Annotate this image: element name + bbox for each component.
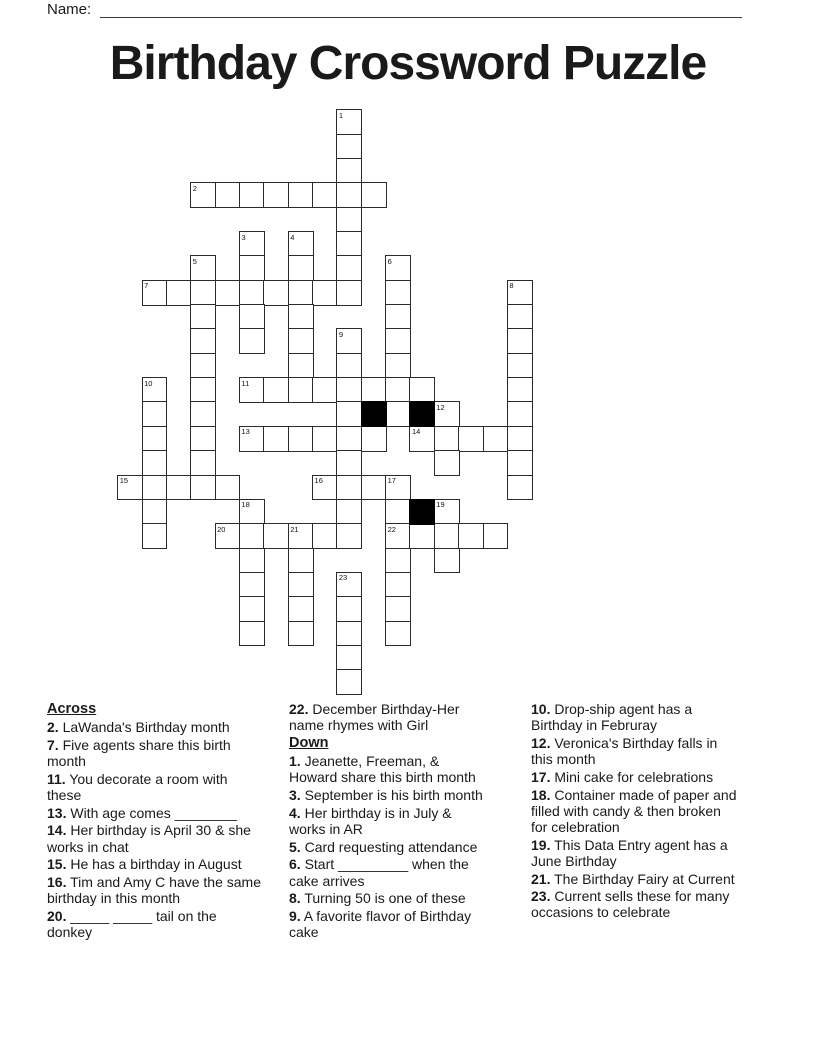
cell-number-6: 6 <box>387 256 392 266</box>
clue-number: 4. <box>289 804 301 821</box>
grid-cell-6-11[interactable] <box>385 255 411 281</box>
grid-cell-18-11[interactable] <box>385 548 411 574</box>
grid-cell-12-11[interactable] <box>385 401 411 427</box>
clue-13: 13. With age comes ________ <box>47 804 237 821</box>
black-cell-12-10 <box>361 401 387 427</box>
clue-column-3 <box>531 701 739 922</box>
cell-number-19: 19 <box>436 500 445 510</box>
grid-cell-7-2[interactable] <box>166 280 192 306</box>
grid-cell-3-5[interactable] <box>239 182 265 208</box>
grid-cell-11-10[interactable] <box>361 377 387 403</box>
grid-cell-9-5[interactable] <box>239 328 265 354</box>
grid-cell-6-3[interactable] <box>190 255 216 281</box>
grid-cell-17-12[interactable] <box>409 523 435 549</box>
grid-cell-12-9[interactable] <box>336 401 362 427</box>
grid-cell-6-9[interactable] <box>336 255 362 281</box>
grid-cell-18-5[interactable] <box>239 548 265 574</box>
clue-8: 8. Turning 50 is one of these <box>289 890 466 907</box>
clue-number: 16. <box>47 874 67 891</box>
grid-cell-17-1[interactable] <box>142 523 168 549</box>
cell-number-1: 1 <box>338 110 344 120</box>
grid-cell-9-16[interactable] <box>507 328 533 354</box>
clue-16: 16. Tim and Amy C have the same birthday in this month <box>47 874 261 907</box>
grid-cell-7-3[interactable] <box>190 280 216 306</box>
grid-cell-8-5[interactable] <box>239 304 265 330</box>
grid-cell-9-7[interactable] <box>288 328 314 354</box>
cell-number-22: 22 <box>387 524 396 534</box>
grid-cell-14-9[interactable] <box>336 450 362 476</box>
cell-number-3: 3 <box>241 232 246 242</box>
clue-number: 6. <box>289 856 301 873</box>
clue-number: 15. <box>47 856 67 873</box>
clue-number: 18. <box>531 786 551 803</box>
clue-18: 18. Container made of paper and filled with candy & then broken for celebration <box>531 786 737 835</box>
grid-cell-13-16[interactable] <box>507 426 533 452</box>
down-header: Down <box>289 734 329 751</box>
grid-cell-18-13[interactable] <box>434 548 460 574</box>
clue-1: 1. Jeanette, Freeman, & Howard share this birth month <box>289 753 476 786</box>
clue-2: 2. LaWanda's Birthday month <box>47 719 230 736</box>
grid-cell-17-5[interactable] <box>239 523 265 549</box>
grid-cell-20-5[interactable] <box>239 596 265 622</box>
clue-number: 21. <box>531 870 551 887</box>
grid-cell-19-5[interactable] <box>239 572 265 598</box>
grid-cell-17-15[interactable] <box>483 523 509 549</box>
across-header: Across <box>47 701 97 717</box>
grid-cell-7-4[interactable] <box>215 280 241 306</box>
clue-3: 3. September is his birth month <box>289 787 483 804</box>
grid-cell-17-11[interactable] <box>385 523 411 549</box>
cell-number-5: 5 <box>192 256 197 266</box>
grid-cell-19-11[interactable] <box>385 572 411 598</box>
grid-cell-15-2[interactable] <box>166 475 192 501</box>
clue-column-2 <box>289 701 488 942</box>
clue-6: 6. Start _________ when the cake arrives <box>289 856 469 889</box>
grid-cell-16-13[interactable] <box>434 499 460 525</box>
grid-cell-20-11[interactable] <box>385 596 411 622</box>
grid-cell-9-9[interactable] <box>336 328 362 354</box>
grid-cell-13-6[interactable] <box>263 426 289 452</box>
grid-cell-21-5[interactable] <box>239 621 265 647</box>
page-title: Birthday Crossword Puzzle <box>109 37 707 90</box>
cell-number-7: 7 <box>144 281 149 291</box>
grid-cell-13-9[interactable] <box>336 426 362 452</box>
grid-cell-17-6[interactable] <box>263 523 289 549</box>
clue-22: 22. December Birthday-Her name rhymes with Girl <box>289 701 460 734</box>
grid-cell-3-3[interactable] <box>190 182 216 208</box>
grid-cell-15-4[interactable] <box>215 475 241 501</box>
clue-number: 8. <box>289 890 301 907</box>
grid-cell-7-9[interactable] <box>336 280 362 306</box>
grid-cell-13-14[interactable] <box>458 426 484 452</box>
clue-number: 1. <box>289 753 301 770</box>
grid-cell-8-11[interactable] <box>385 304 411 330</box>
clue-12: 12. Veronica's Birthday falls in this month <box>531 734 718 768</box>
grid-cell-17-4[interactable] <box>215 523 241 549</box>
cell-number-9: 9 <box>338 329 344 339</box>
grid-cell-3-10[interactable] <box>361 182 387 208</box>
clue-14: 14. Her birthday is April 30 & she works in chat <box>47 822 251 855</box>
grid-cell-8-3[interactable] <box>190 304 216 330</box>
grid-cell-13-13[interactable] <box>434 426 460 452</box>
grid-cell-15-3[interactable] <box>190 475 216 501</box>
cell-number-16: 16 <box>314 476 323 485</box>
clue-number: 7. <box>47 736 59 753</box>
black-cell-16-12 <box>409 499 435 525</box>
grid-cell-13-5[interactable] <box>239 426 265 452</box>
clue-7: 7. Five agents share this birth month <box>47 736 231 770</box>
clue-4: 4. Her birthday is in July & works in AR <box>289 804 452 837</box>
grid-cell-17-14[interactable] <box>458 523 484 549</box>
grid-cell-11-8[interactable] <box>312 377 338 403</box>
cell-number-14: 14 <box>411 427 421 437</box>
clue-21: 21. The Birthday Fairy at Current <box>531 870 735 887</box>
grid-cell-1-9[interactable] <box>336 134 362 160</box>
grid-cell-7-6[interactable] <box>263 280 289 306</box>
clue-11: 11. You decorate a room with these <box>47 770 228 804</box>
grid-cell-14-16[interactable] <box>507 450 533 476</box>
grid-cell-19-9[interactable] <box>336 572 362 598</box>
grid-cell-13-12[interactable] <box>409 426 435 452</box>
grid-cell-13-8[interactable] <box>312 426 338 452</box>
grid-cell-11-11[interactable] <box>385 377 411 403</box>
grid-cell-16-9[interactable] <box>336 499 362 525</box>
grid-cell-15-16[interactable] <box>507 475 533 501</box>
black-cell-12-12 <box>409 401 435 427</box>
grid-cell-5-5[interactable] <box>239 231 265 257</box>
cell-number-18: 18 <box>241 500 250 510</box>
grid-cell-16-11[interactable] <box>385 499 411 525</box>
grid-cell-5-7[interactable] <box>288 231 314 257</box>
grid-cell-10-11[interactable] <box>385 353 411 379</box>
clue-number: 19. <box>531 836 551 853</box>
clue-number: 9. <box>289 907 301 924</box>
clue-number: 11. <box>47 770 66 787</box>
name-label: Name: <box>47 1 92 18</box>
grid-cell-15-0[interactable] <box>117 475 143 501</box>
grid-cell-21-9[interactable] <box>336 621 362 647</box>
grid-cell-12-13[interactable] <box>434 401 460 427</box>
grid-cell-7-11[interactable] <box>385 280 411 306</box>
clue-number: 12. <box>531 734 551 751</box>
clue-number: 2. <box>47 719 59 736</box>
cell-number-21: 21 <box>290 524 299 534</box>
clue-column-1 <box>47 701 263 942</box>
grid-cell-10-7[interactable] <box>288 353 314 379</box>
cell-number-10: 10 <box>144 378 153 388</box>
cell-number-4: 4 <box>290 232 295 242</box>
grid-cell-7-7[interactable] <box>288 280 314 306</box>
grid-cell-2-9[interactable] <box>336 158 362 184</box>
grid-cell-11-12[interactable] <box>409 377 435 403</box>
grid-cell-3-4[interactable] <box>215 182 241 208</box>
grid-cell-0-9[interactable] <box>336 109 362 135</box>
grid-cell-8-7[interactable] <box>288 304 314 330</box>
grid-cell-12-1[interactable] <box>142 401 168 427</box>
clue-19: 19. This Data Entry agent has a June Birthday <box>531 836 728 869</box>
grid-cell-3-9[interactable] <box>336 182 362 208</box>
clue-number: 22. <box>289 701 309 717</box>
cell-number-8: 8 <box>509 281 514 291</box>
grid-cell-12-16[interactable] <box>507 401 533 427</box>
grid-cell-11-16[interactable] <box>507 377 533 403</box>
grid-cell-3-8[interactable] <box>312 182 338 208</box>
grid-cell-11-6[interactable] <box>263 377 289 403</box>
grid-cell-11-1[interactable] <box>142 377 168 403</box>
grid-cell-11-3[interactable] <box>190 377 216 403</box>
clue-9: 9. A favorite flavor of Birthday cake <box>289 907 472 941</box>
grid-cell-18-7[interactable] <box>288 548 314 574</box>
grid-cell-15-1[interactable] <box>142 475 168 501</box>
grid-cell-6-7[interactable] <box>288 255 314 281</box>
clue-15: 15. He has a birthday in August <box>47 856 242 873</box>
grid-cell-13-1[interactable] <box>142 426 168 452</box>
grid-cell-3-6[interactable] <box>263 182 289 208</box>
grid-cell-15-9[interactable] <box>336 475 362 501</box>
cell-number-13: 13 <box>241 427 250 437</box>
grid-cell-20-7[interactable] <box>288 596 314 622</box>
grid-cell-8-16[interactable] <box>507 304 533 330</box>
clue-number: 5. <box>289 838 301 855</box>
grid-cell-13-3[interactable] <box>190 426 216 452</box>
grid-cell-5-9[interactable] <box>336 231 362 257</box>
grid-cell-11-9[interactable] <box>336 377 362 403</box>
grid-cell-13-10[interactable] <box>361 426 387 452</box>
grid-cell-7-1[interactable] <box>142 280 168 306</box>
clue-number: 10. <box>531 701 551 717</box>
grid-cell-13-7[interactable] <box>288 426 314 452</box>
grid-cell-17-7[interactable] <box>288 523 314 549</box>
grid-cell-9-3[interactable] <box>190 328 216 354</box>
grid-cell-7-16[interactable] <box>507 280 533 306</box>
grid-cell-19-7[interactable] <box>288 572 314 598</box>
clue-17: 17. Mini cake for celebrations <box>531 768 714 785</box>
clue-number: 14. <box>47 822 67 839</box>
clue-20: 20. _____ _____ tail on the donkey <box>47 907 217 941</box>
clue-number: 23. <box>531 888 551 905</box>
grid-cell-10-9[interactable] <box>336 353 362 379</box>
clue-23: 23. Current sells these for many occasions to celebrate <box>531 888 730 921</box>
grid-cell-15-8[interactable] <box>312 475 338 501</box>
grid-cell-16-5[interactable] <box>239 499 265 525</box>
cell-number-20: 20 <box>217 524 226 534</box>
grid-cell-14-13[interactable] <box>434 450 460 476</box>
cell-number-12: 12 <box>436 402 445 412</box>
grid-cell-17-8[interactable] <box>312 523 338 549</box>
grid-cell-21-7[interactable] <box>288 621 314 647</box>
grid-cell-22-9[interactable] <box>336 645 362 671</box>
grid-cell-7-5[interactable] <box>239 280 265 306</box>
grid-cell-23-9[interactable] <box>336 669 362 695</box>
clue-10: 10. Drop-ship agent has a Birthday in Februray <box>531 701 693 734</box>
grid-cell-16-1[interactable] <box>142 499 168 525</box>
grid-cell-12-3[interactable] <box>190 401 216 427</box>
grid-cell-10-3[interactable] <box>190 353 216 379</box>
clue-number: 3. <box>289 787 301 804</box>
clue-number: 20. <box>47 907 67 924</box>
grid-cell-4-9[interactable] <box>336 207 362 233</box>
grid-cell-13-15[interactable] <box>483 426 509 452</box>
grid-cell-17-13[interactable] <box>434 523 460 549</box>
grid-cell-21-11[interactable] <box>385 621 411 647</box>
grid-cell-7-8[interactable] <box>312 280 338 306</box>
cell-number-17: 17 <box>387 476 396 485</box>
grid-cell-15-11[interactable] <box>385 475 411 501</box>
clue-number: 17. <box>531 768 551 785</box>
grid-cell-20-9[interactable] <box>336 596 362 622</box>
grid-cell-10-16[interactable] <box>507 353 533 379</box>
grid-cell-14-3[interactable] <box>190 450 216 476</box>
grid-cell-11-5[interactable] <box>239 377 265 403</box>
clue-5: 5. Card requesting attendance <box>289 838 478 855</box>
cell-number-2: 2 <box>192 183 197 193</box>
grid-cell-6-5[interactable] <box>239 255 265 281</box>
grid-cell-15-10[interactable] <box>361 475 387 501</box>
cell-number-23: 23 <box>338 573 348 583</box>
grid-cell-11-7[interactable] <box>288 377 314 403</box>
grid-cell-17-9[interactable] <box>336 523 362 549</box>
clue-number: 13. <box>47 804 67 821</box>
grid-cell-9-11[interactable] <box>385 328 411 354</box>
cell-number-11: 11 <box>241 378 250 388</box>
cell-number-15: 15 <box>119 476 129 485</box>
grid-cell-14-1[interactable] <box>142 450 168 476</box>
grid-cell-3-7[interactable] <box>288 182 314 208</box>
